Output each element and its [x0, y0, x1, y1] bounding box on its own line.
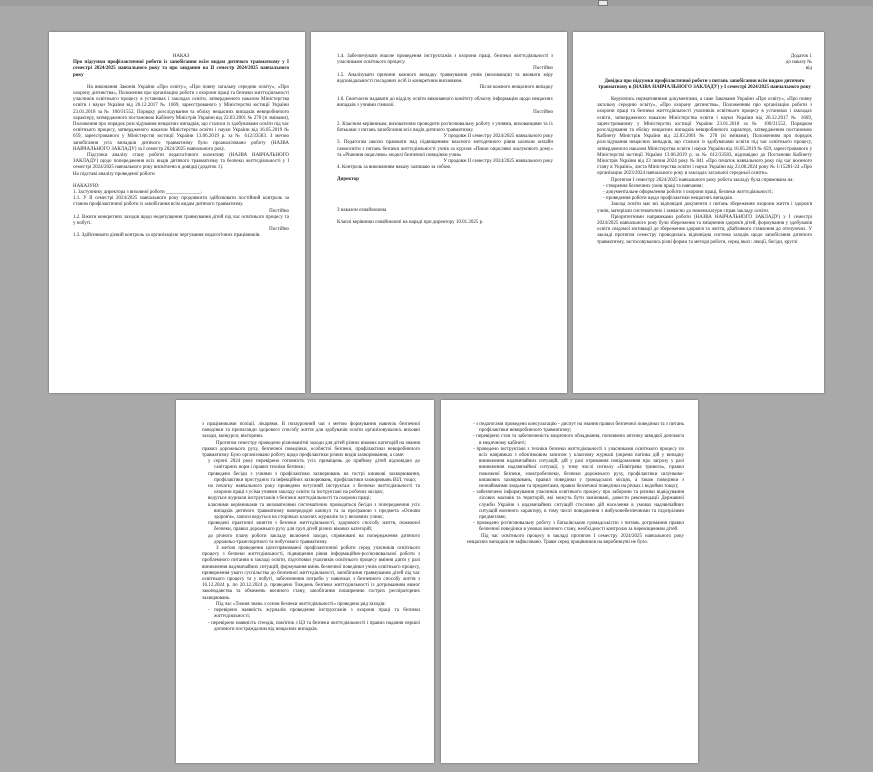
paragraph: 1.1. У ІІ семестрі 2024/2025 навчального року продовжити здійснювати постійний контроль за станом профілактичної роботи із запобігання всім видам дитячого травматизму. [73, 196, 289, 208]
paragraph: - створення безпечних умов праці та навчання; [603, 183, 703, 189]
paragraph: 3. Педагогам школи праювати над підвищенням власного методичного рівня шляхом онлайн самоосвіти з питань безпеки життєдіяльності учнів за курсом «Пиши ощасливо ошлукового дому» та «Рішення ощасливо» моделі безпечної поведінки учня» [337, 140, 553, 158]
window-top-bar [0, 0, 873, 6]
paragraph: Класні керівники ознайомлені на нараді при директору 10.01.2025 р. [337, 219, 484, 225]
paragraph: Постійно [269, 208, 289, 214]
paragraph: з працівниками поліції, лікарями. В позаурочний час з метою формування навичок безпечної поведінки та пропаганди здорового способу життя для здобувачів освіти організовувались виховні заходи, конкурси, вікторини. [202, 422, 420, 440]
spacer [337, 196, 553, 208]
spacer [337, 184, 553, 196]
paragraph: до наказу № [785, 60, 812, 66]
paragraph: Під час «Тижня знань з основ безпеки життєдіяльності» проведено ряд заходів: [216, 601, 386, 607]
paragraph: у серпні 2024 року перевірено готовність усіх приміщень до прийому дітей відповідно до санітарних норм і правил техніки безпеки; [208, 459, 420, 471]
paragraph: 1.3. Здійснювати дієвий контроль за організацією чергування педагогічних працівників. [73, 233, 261, 239]
paragraph: Після кожного нещасного випадку [479, 85, 553, 91]
paragraph: З метою проведення цілеспрямованої профілактичної роботи серед учасників освітнього процесу з безпеки життєдіяльності, підвищення рівня інформаційно-роз'яснювальної роботи з проблемного питання в закладі освіти, підготовки учасників освітнього процесу вміння діяти у разі виникнення надзвичайних ситуацій, формування вмінь безпечної поведінки учнів освітнього процесу, привернення уваги суспільства до безпечної життєдіяльності, запобігання травмування дітей під час освітнього процесу та у побуті, забезпечення потреби у навичках з безпечного способу життя з 16.12.2024 р. по 20.12.2024 р. проведено Тиждень безпеки життєдіяльності із дотриманням вимог законодавства та обмежень воєнного стану, запобігання поширенню гострих респіраторних захворювань. [202, 546, 420, 601]
paragraph: - проведення роботи щодо профілактики нещасних випадків. [603, 196, 734, 202]
scroll-indicator[interactable] [598, 0, 608, 6]
document-page-5 [441, 400, 698, 763]
paragraph: - перевірено наявність стендів, пам'яток з ЦЗ та безпеки життєдіяльності і правил надання першої допомоги постраждалим від нещасних випадків. [208, 620, 420, 632]
paragraph: ведуться журнали інструктажів з безпеки життєдіяльності та охорони праці; [208, 496, 371, 502]
document-page-3 [573, 32, 824, 393]
paragraph: НАКАЗУЮ: [73, 183, 100, 189]
paragraph: 1.2. Вжити конкретних заходів щодо недопущення травмування дітей під час освітнього процесу та у побуті. [73, 214, 289, 227]
paragraph: на початку навчального року проведено вступний інструктаж з безпеки життєдіяльності та охорони праці з усіма учнями закладу освіти та інструктажі на робочих місцях; [208, 484, 420, 496]
paragraph: від [805, 66, 812, 72]
paragraph: класними керівниками та вихователями систематично проводяться бесіди з попередження усіх випадків дитячого травматизму напередодні канікул та за програмою з предмета «Основи здоров'я», записи ведуться на сторінках класних журналів та у виховних учнях; [208, 502, 420, 521]
paragraph: Постійно [269, 227, 289, 233]
paragraph: 2. Класним керівникам, вихователям проводити роз'яснювальну роботу з учнями, вихованцями та їх батьками з питань запобігання всіх видів дитячого травматизму. [337, 121, 553, 134]
paragraph: Підсумки аналізу стану роботи педагогічного колективу (НАЗВА НАВЧАЛЬНОГО ЗАКЛАДУ) щодо попередження всіх видів дитячого травматизму та безпеки життєдіяльності у І семестрі 2024/2025 навчального року висвітлено в довідці (додаток 1). [73, 153, 289, 171]
document-page-1 [49, 32, 305, 393]
paragraph: Постійно [533, 66, 553, 72]
paragraph: З наказом ознайомлена [337, 207, 387, 213]
paragraph: - проведено роз'яснювальну роботу з батьківською громадськістю з питань дотримання правил безпечної поведінки в умовах воєнного стану, необхідності контролю за переміщенням дітей. [473, 521, 684, 533]
paragraph: проведено бесіди з учнями з профілактики захворювань на гострі кишкові захворювання, профілактики простудних та інфекційних захворювань, профілактики захворювань ВІЛ, тощо; [208, 471, 420, 483]
paragraph: - забезпечено інформування учасників освітнього процесу про заборони та ризики відвідування лісових масивів та територій, які можуть бути заміновані, довести рекомендації Державної служби України з надзвичайних ситуацій стосовно дій населення в умовах надзвичайних ситуацій воєнного характеру, в тому числі поводження з вибухонебезпечними та підозрілими предметами; [473, 490, 684, 521]
paragraph: Про підсумки профілактичної роботи із запобігання всім видам дитячого травматизму у І семестрі 2024/2025 навчального року та про завдання на ІІ семестр 2024/2025 навчального року [73, 60, 289, 78]
document-page-4 [176, 400, 434, 763]
paragraph: - перевірено наявність журналів проведення інструктажів з охорони праці та безпеки життєдіяльності; [208, 608, 420, 620]
document-page-2 [311, 32, 567, 393]
paragraph: Директор [337, 177, 359, 183]
paragraph: - перевірено стан та забезпеченість медичного обладнання, поповнено аптечку швидкої допомоги в медичному кабінеті; [473, 434, 684, 446]
paragraph: 1. Заступнику директора з виховної роботи ______________: [73, 190, 203, 196]
paragraph: Заклад освіти має всі відповідні документи з питань збереження охорони життя і здоров'я учнів, матеріали систематично і завчасно до номенклатури справ закладу освіти. [597, 202, 812, 214]
paragraph: 4. Контроль за виконанням наказу залишаю за собою. [337, 165, 452, 171]
paragraph: Пріоритетними напрямками роботи (НАЗВА НАВЧАЛЬНОГО ЗАКЛАДУ) у І семестрі 2024/2025 навчального року були збереження та зміцнення здоров'я дітей, формування у здобувачів освіти свідомої мотивації до збереження здоров'я та життя, дбайливого ставлення до оточуючих. У закладі протягом семестру проводилась відповідна система заходів щодо запобігання дитячого травматизму, застосовувались різні форми та методи роботи, серед яких: лекції, бесіди, круглі [597, 214, 812, 245]
paragraph: проведені практичні заняття з безпеки життєдіяльності, здорового способу життя, пожежної безпеки, правил дорожнього руху для груп дітей різних вікових категорій; [208, 521, 420, 533]
paragraph: - з педагогами проведено консультацію - диспут на знання правил безпечної поведінки та з питань профілактики невиробничого травматизму; [473, 422, 684, 434]
paragraph: - документальне оформлення роботи з охорони праці, безпеки життєдіяльності; [603, 190, 773, 196]
paragraph: НАКАЗ [172, 54, 190, 59]
paragraph: У продовж ІІ семестру 2024/2025 навчального року [443, 159, 553, 165]
paragraph: Протягом семестру проведено різноманітні заходи для дітей різних вікових категорій на знання правил дорожнього руху, безпечної поведінки, особистої безпеки, профілактики невиробничого травматизму. Було організовано роботу щодо профілактики різних видів захворювання, а саме: [202, 440, 420, 459]
paragraph: Додаток 1 [790, 54, 812, 59]
paragraph: На виконання Законів України «Про освіту», «Про повну загальну середню освіту», «Про охорону дитинства», Положення про організацію роботи з охорони праці та безпеки життєдіяльності учасників освітнього процесу в установах і закладах освіти, затвердженого наказом Міністерства освіти і науки України від 26.12.2017 № 1669, зареєстрованого у Міністерстві юстиції України 23.01.2018 за № 100/31552, Порядку розслідування та обліку нещасних випадків невиробничого характеру, затвердженого постановою Кабінету Міністрів України від 22.03.2001 № 270 (зі змінами), Положення про порядок розслідування нещасних випадків, що сталися із здобувачами освіти під час освітнього процесу, затвердженого наказом Міністерства освіти і науки України від 16.05.2019 № 659, зареєстрованого у Міністерстві юстиції України 13.06.2019 р. за № 612/33583. З метою запобігання усіх випадків дитячого травматизму було проаналізовано роботу (НАЗВА НАВЧАЛЬНОГО ЗАКЛАДУ) за І семестр 2024/2025 навчального року. [73, 84, 289, 152]
paragraph: Керуючись нормативними документами, а саме Законами України «Про освіту», «Про повну загальну середню освіту», «Про охорону дитинства», Положенням про організацію роботи з охорони праці та безпеки життєдіяльності учасників освітнього процесу в установах і закладах освіти, затвердженого наказом Міністерства освіти і науки України від 26.12.2017 № 1669, зареєстрованому у Міністерстві юстиції України 23.01.2018 за № 100/31552, Порядком розслідування та обліку нещасних випадків невиробничого характеру, затвердженим постановою Кабінету Міністрів України від 22.03.2001 № 270 (зі змінами), Положенням про порядок розслідування нещасних випадків, що сталися із здобувачами освіти під час освітнього процесу, затвердженого наказом Міністерства освіти і науки України від 16.05.2019 № 659, зареєстрованого у Міністерстві юстиції України 13.06.2019 р. за № 612/33583, відповідно до Постанови Кабінету Міністрів України від 23 липня 2024 року № 841 «Про початок навчального року під час воєнного стану в Україні», листа Міністерства освіти і науки України від 23.08.2024 року № 1/15281-24 «Про організацію 2023/2024 навчального року в закладах загальної середньої освіти». [597, 97, 812, 177]
paragraph: 1.4. Забезпечувати вчасне проведення інструктажів з охорони праці, безпеки життєдіяльності з учасниками освітнього процесу. [337, 54, 553, 66]
paragraph: Під час освітнього процесу в закладі протягом І семестру 2024/2025 навчального року нещасних випадків не зафіксовано. Травм серед працівників на виробництві не було. [467, 533, 684, 545]
paragraph: Постійно [533, 109, 553, 115]
paragraph: На підставі аналізу проведеної роботи [73, 171, 155, 177]
paragraph: 1.5. Аналізувати причини кожного випадку травмування учнів (вихованців) та вживати міру відповідальності посадових осіб із конкретним висновком. [337, 72, 553, 84]
paragraph: 1.6. Своєчасно надавати до відділу освіти виконавчого комітету обласну інформацію щодо нещасних випадків з учнями гімназії. [337, 97, 553, 109]
paragraph: Довідка про підсумки профілактичної роботи з питань запобігання всім видам дитячого травматизму в (НАЗВА НАВЧАЛЬНОГО ЗАКЛАДУ) у І семестрі 2024/2025 навчального року [598, 78, 811, 90]
paragraph: до річного плану роботи закладу включені заходи, спрямовані на попередження дитячого дорожньо-транспортного та побутового травматизму. [208, 533, 420, 545]
paragraph: - проведено інструктажі з техніки безпеки життєдіяльності з учасниками освітнього процесу по всіх напрямках з обов'язковим записом у класному журналі (окрема пагінка дій у випадку виникнення надзвичайних ситуацій, дій у разі отримання повідомлення про загрозу у разі виникнення надзвичайної ситуації, у тому числі сигналу «Повітряна тривога», правил пожежної безпеки, електробезпеки, безпеки дорожнього руху, профілактики шлунково-кишкових захворювань, правил поведінки у громадських місцях, а також поведінки з незнайомими людьми та предметами, правил безпечної поведінки на річках і водойми тощо); [473, 446, 684, 490]
paragraph: Протягом І семестру 2024/2025 навчального року робота закладу була спрямована на: [611, 177, 794, 183]
paragraph: У продовж ІІ семестру 2024/2025 навчального року [443, 134, 553, 140]
